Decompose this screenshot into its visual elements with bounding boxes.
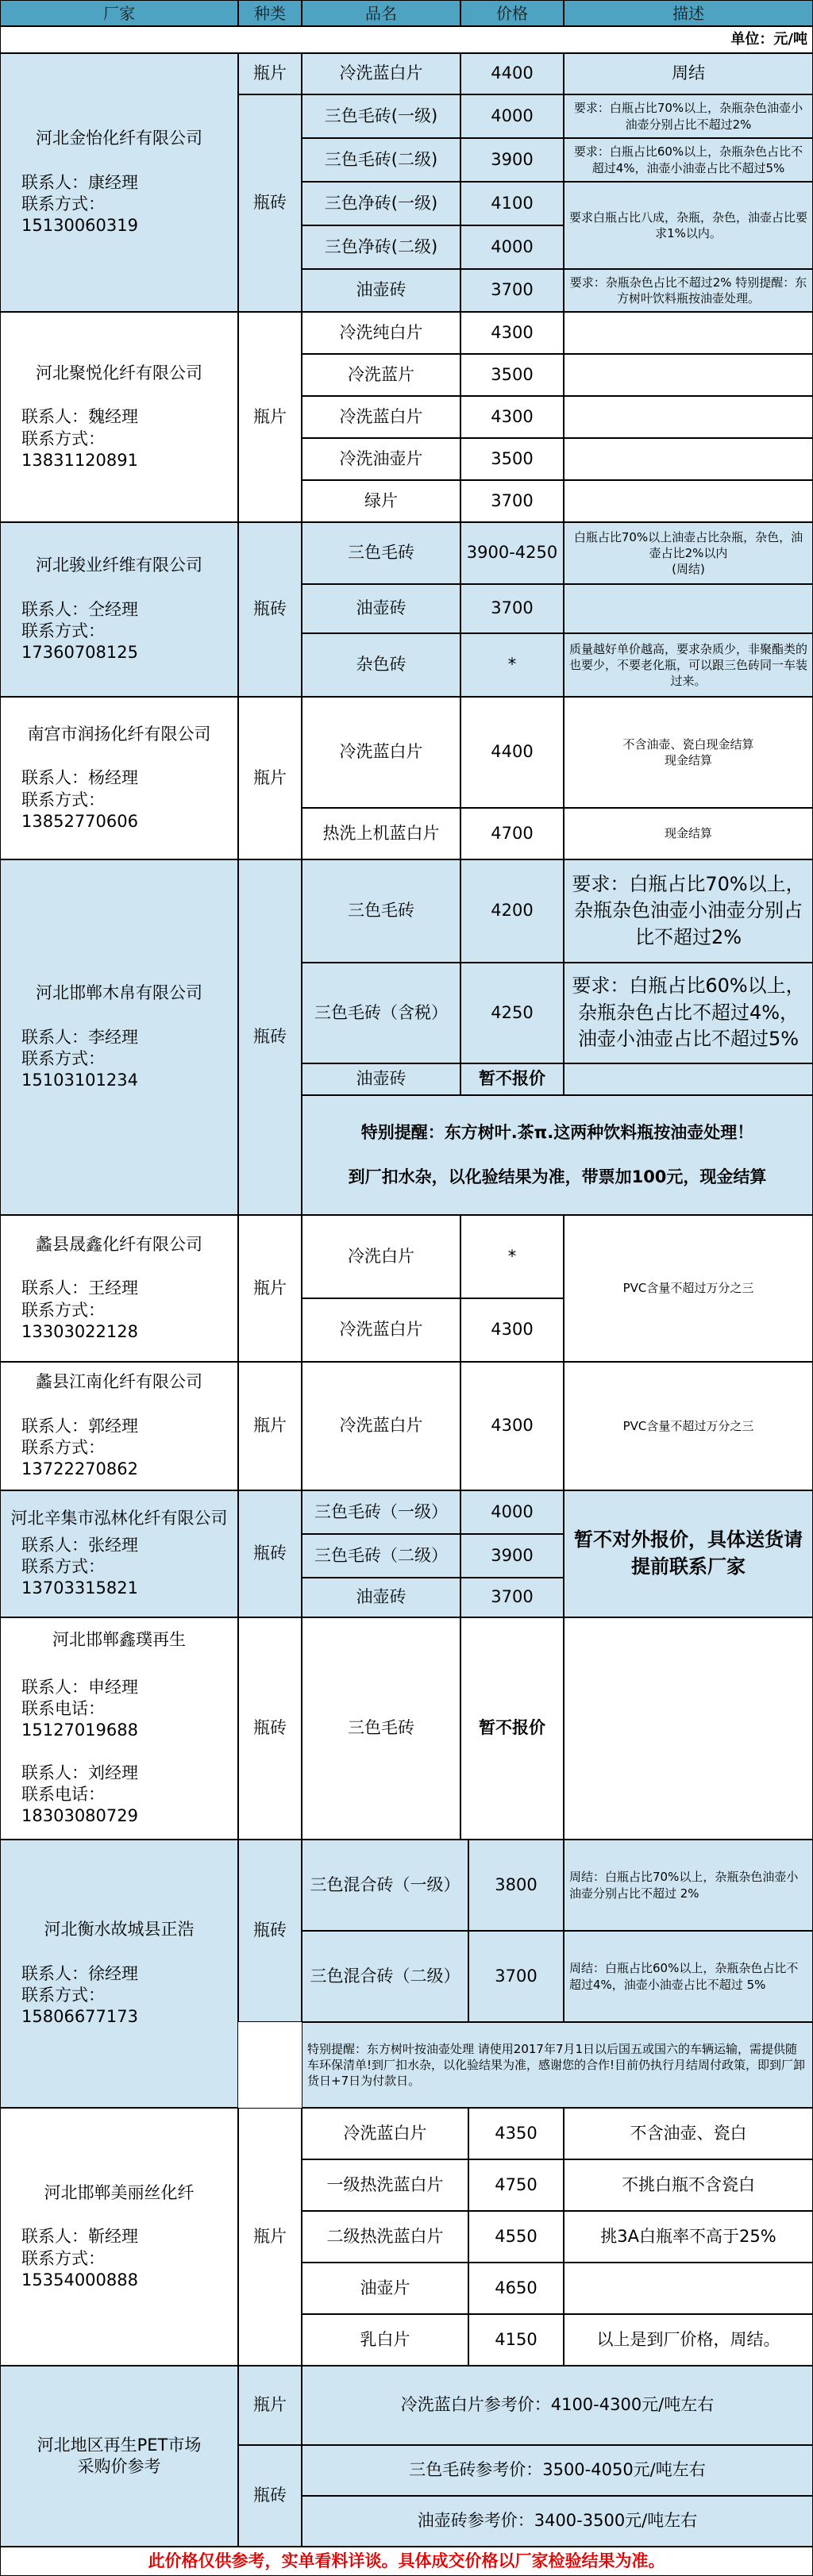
price-cell: 4250 bbox=[460, 963, 564, 1063]
company-block bbox=[0, 1840, 238, 2108]
company-phone: 联系方式：17360708125 bbox=[21, 621, 138, 663]
price-cell: 4000 bbox=[460, 94, 564, 138]
product-cell: 二级热洗蓝白片 bbox=[302, 2211, 468, 2263]
reference-title-line: 采购价参考 bbox=[77, 2457, 161, 2476]
price-cell: 暂不报价 bbox=[460, 1617, 564, 1840]
desc-cell: 周结：白瓶占比60%以上，杂瓶杂色占比不超过4%，油壶小油壶占比不超过 5% bbox=[564, 1931, 813, 2022]
product-cell: 冷洗蓝白片 bbox=[302, 1362, 460, 1490]
company-phone: 联系方式：15806677173 bbox=[21, 1986, 138, 2027]
product-cell: 杂色砖 bbox=[302, 633, 460, 697]
product-cell: 三色毛砖(一级) bbox=[302, 94, 460, 138]
price-cell: 4650 bbox=[468, 2263, 564, 2314]
kind-cell: 瓶砖 bbox=[238, 2445, 302, 2547]
price-cell: 3800 bbox=[468, 1840, 564, 1931]
company-contact: 联系人：魏经理 bbox=[21, 407, 139, 427]
company-name: 河北骏业纤维有限公司 bbox=[36, 556, 202, 575]
company-name: 河北金怡化纤有限公司 bbox=[36, 129, 202, 148]
company-contact: 联系人：徐经理 bbox=[21, 1963, 139, 1983]
company-block bbox=[0, 1215, 238, 1362]
desc-cell: 要求白瓶占比八成，杂瓶，杂色，油壶占比要求1%以内。 bbox=[564, 182, 813, 269]
product-cell: 三色毛砖（一级） bbox=[302, 1490, 460, 1534]
price-cell: 3900 bbox=[460, 1534, 564, 1578]
product-cell: 冷洗蓝白片 bbox=[302, 396, 460, 438]
reference-line: 三色毛砖参考价：3500-4050元/吨左右 bbox=[302, 2445, 813, 2496]
desc-cell bbox=[564, 1617, 813, 1840]
company-phone: 联系方式：15130060319 bbox=[21, 194, 138, 236]
company-name: 南宫市润扬化纤有限公司 bbox=[27, 724, 211, 744]
price-cell: 4300 bbox=[460, 1298, 564, 1362]
unit-label: 单位：元/吨 bbox=[0, 26, 813, 53]
company-name: 蠡县江南化纤有限公司 bbox=[36, 1372, 202, 1392]
footer-disclaimer: 此价格仅供参考，实单看料详谈。具体成交价格以厂家检验结果为准。 bbox=[0, 2547, 813, 2576]
company-block bbox=[0, 312, 238, 522]
company-phone: 联系方式：13831120891 bbox=[21, 429, 138, 470]
desc-text: 现金结算 bbox=[664, 753, 712, 767]
price-cell: * bbox=[460, 633, 564, 697]
product-cell: 冷洗纯白片 bbox=[302, 312, 460, 354]
product-cell: 油壶砖 bbox=[302, 584, 460, 633]
reference-title bbox=[0, 2366, 238, 2547]
product-cell: 热洗上机蓝白片 bbox=[302, 808, 460, 859]
kind-cell: 瓶片 bbox=[238, 2108, 302, 2366]
product-cell: 乳白片 bbox=[302, 2314, 468, 2366]
company-block bbox=[0, 1617, 238, 1840]
header-price: 价格 bbox=[460, 0, 564, 26]
product-cell: 冷洗白片 bbox=[302, 1215, 460, 1298]
company-name: 蠡县晟鑫化纤有限公司 bbox=[36, 1234, 202, 1254]
kind-cell: 瓶片 bbox=[238, 312, 302, 522]
company-phone: 联系方式：15354000888 bbox=[21, 2248, 138, 2290]
desc-cell: 不含油壶、瓷白 bbox=[564, 2108, 813, 2159]
desc-cell: 要求：杂瓶杂色占比不超过2% 特别提醒：东方树叶饮料瓶按油壶处理。 bbox=[564, 269, 813, 312]
notice-cell bbox=[302, 1095, 813, 1215]
company-name: 河北邯郸美丽丝化纤 bbox=[44, 2182, 195, 2202]
price-cell: 4300 bbox=[460, 312, 564, 354]
company-contact: 联系人：郭经理 bbox=[21, 1416, 139, 1436]
price-cell: 3500 bbox=[460, 438, 564, 480]
kind-cell: 瓶砖 bbox=[238, 859, 302, 1215]
product-cell: 三色净砖(一级) bbox=[302, 182, 460, 225]
company-name: 河北辛集市泓林化纤有限公司 bbox=[10, 1509, 228, 1528]
company-phone: 联系方式：13303022128 bbox=[21, 1300, 138, 1341]
product-cell: 三色毛砖 bbox=[302, 859, 460, 963]
reference-title-line: 河北地区再生PET市场 bbox=[37, 2435, 202, 2455]
reference-line: 油壶砖参考价：3400-3500元/吨左右 bbox=[302, 2496, 813, 2547]
product-cell: 三色毛砖（二级） bbox=[302, 1534, 460, 1578]
desc-cell bbox=[564, 312, 813, 354]
company-name: 河北衡水故城县正浩 bbox=[44, 1920, 195, 1940]
kind-cell: 瓶砖 bbox=[238, 1617, 302, 1840]
price-cell: 3700 bbox=[468, 1931, 564, 2022]
desc-text: (周结) bbox=[672, 562, 705, 577]
company-block bbox=[0, 53, 238, 312]
company-phone: 联系方式：13722270862 bbox=[21, 1438, 138, 1479]
kind-cell: 瓶砖 bbox=[238, 94, 302, 312]
desc-cell: 不挑白瓶不含瓷白 bbox=[564, 2159, 813, 2211]
company-contact-2: 联系人：刘经理 bbox=[21, 1763, 139, 1782]
product-cell: 三色毛砖(二级) bbox=[302, 138, 460, 182]
price-cell: 暂不报价 bbox=[460, 1063, 564, 1095]
product-cell: 冷洗蓝白片 bbox=[302, 2108, 468, 2159]
desc-cell: PVC含量不超过万分之三 bbox=[564, 1362, 813, 1490]
company-block bbox=[0, 859, 238, 1215]
product-cell: 冷洗蓝白片 bbox=[302, 697, 460, 808]
header-desc: 描述 bbox=[564, 0, 813, 26]
price-cell: 4100 bbox=[460, 182, 564, 225]
desc-cell: 周结：白瓶占比70%以上，杂瓶杂色油壶小油壶分别占比不超过 2% bbox=[564, 1840, 813, 1931]
product-cell: 油壶砖 bbox=[302, 1578, 460, 1617]
notice-cell: 特别提醒：东方树叶按油壶处理 请使用2017年7月1日以后国五或国六的车辆运输，需提供随车环保清单!到厂扣水杂，以化验结果为准，感谢您的合作!目前仍执行月结周付政策，即到厂卸货日+7日为付款日。 bbox=[302, 2022, 813, 2108]
price-cell: 3700 bbox=[460, 1578, 564, 1617]
product-cell: 冷洗蓝片 bbox=[302, 354, 460, 396]
price-cell: 4400 bbox=[460, 697, 564, 808]
desc-cell bbox=[564, 697, 813, 808]
company-block bbox=[0, 2108, 238, 2366]
company-contact: 联系人：李经理 bbox=[21, 1027, 139, 1047]
price-cell: 4700 bbox=[460, 808, 564, 859]
price-cell: 4550 bbox=[468, 2211, 564, 2263]
product-cell: 油壶砖 bbox=[302, 1063, 460, 1095]
price-cell: 4200 bbox=[460, 859, 564, 963]
company-block bbox=[0, 1490, 238, 1617]
notice-text: 到厂扣水杂，以化验结果为准，带票加100元，现金结算 bbox=[348, 1167, 767, 1186]
product-cell: 三色毛砖 bbox=[302, 1617, 460, 1840]
price-cell: 3500 bbox=[460, 354, 564, 396]
desc-cell bbox=[564, 354, 813, 396]
desc-cell: 要求：白瓶占比70%以上，杂瓶杂色油壶小油壶分别占比不超过2% bbox=[564, 94, 813, 138]
company-phone-2: 联系电话：18303080729 bbox=[21, 1784, 138, 1826]
desc-text: 白瓶占比70%以上油壶占比杂瓶，杂色，油壶占比2%以内 bbox=[573, 529, 803, 560]
price-cell: 4150 bbox=[468, 2314, 564, 2366]
product-cell: 冷洗油壶片 bbox=[302, 438, 460, 480]
product-cell: 三色混合砖（一级） bbox=[302, 1840, 468, 1931]
company-phone: 联系方式：13703315821 bbox=[21, 1557, 138, 1598]
company-phone: 联系电话：15127019688 bbox=[21, 1699, 138, 1740]
product-cell: 冷洗蓝白片 bbox=[302, 1298, 460, 1362]
price-cell: 3700 bbox=[460, 480, 564, 522]
product-cell: 三色毛砖（含税） bbox=[302, 963, 460, 1063]
kind-cell: 瓶片 bbox=[238, 1362, 302, 1490]
price-cell: 4000 bbox=[460, 225, 564, 269]
company-contact: 联系人：靳经理 bbox=[21, 2227, 139, 2247]
header-kind: 种类 bbox=[238, 0, 302, 26]
desc-cell: 现金结算 bbox=[564, 808, 813, 859]
desc-cell: 周结 bbox=[564, 53, 813, 94]
kind-cell: 瓶砖 bbox=[238, 1490, 302, 1617]
desc-cell: 要求：白瓶占比60%以上，杂瓶杂色占比不超过4%，油壶小油壶占比不超过5% bbox=[564, 963, 813, 1063]
price-cell: 4300 bbox=[460, 396, 564, 438]
kind-cell: 瓶片 bbox=[238, 1215, 302, 1362]
reference-line: 冷洗蓝白片参考价：4100-4300元/吨左右 bbox=[302, 2366, 813, 2445]
kind-cell: 瓶片 bbox=[238, 2366, 302, 2445]
company-contact: 联系人：王经理 bbox=[21, 1278, 139, 1298]
company-block bbox=[0, 697, 238, 859]
company-block bbox=[0, 1362, 238, 1490]
desc-cell: 要求：白瓶占比60%以上，杂瓶杂色占比不超过4%，油壶小油壶占比不超过5% bbox=[564, 138, 813, 182]
product-cell: 油壶砖 bbox=[302, 269, 460, 312]
price-cell: 3900 bbox=[460, 138, 564, 182]
product-cell: 三色净砖(二级) bbox=[302, 225, 460, 269]
desc-cell bbox=[564, 438, 813, 480]
company-phone: 联系方式：15103101234 bbox=[21, 1049, 138, 1090]
product-cell: 三色混合砖（二级） bbox=[302, 1931, 468, 2022]
company-contact: 联系人：仝经理 bbox=[21, 599, 139, 619]
company-contact: 联系人：杨经理 bbox=[21, 768, 139, 788]
company-phone: 联系方式：13852770606 bbox=[21, 790, 138, 831]
desc-cell: PVC含量不超过万分之三 bbox=[564, 1215, 813, 1362]
desc-cell bbox=[564, 480, 813, 522]
desc-cell: 挑3A白瓶率不高于25% bbox=[564, 2211, 813, 2263]
desc-cell bbox=[564, 1063, 813, 1095]
kind-cell: 瓶片 bbox=[238, 697, 302, 859]
price-cell: 4400 bbox=[460, 53, 564, 94]
desc-cell bbox=[564, 584, 813, 633]
desc-cell: 以上是到厂价格，周结。 bbox=[564, 2314, 813, 2366]
price-cell: * bbox=[460, 1215, 564, 1298]
desc-cell: 要求：白瓶占比70%以上，杂瓶杂色油壶小油壶分别占比不超过2% bbox=[564, 859, 813, 963]
desc-cell: 质量越好单价越高，要求杂质少，非聚酯类的也要少，不要老化瓶，可以跟三色砖同一车装过来。 bbox=[564, 633, 813, 697]
price-cell: 4750 bbox=[468, 2159, 564, 2211]
desc-text: 不含油壶、瓷白现金结算 bbox=[622, 736, 754, 752]
kind-cell: 瓶砖 bbox=[238, 1840, 302, 2022]
header-product: 品名 bbox=[302, 0, 460, 26]
product-cell: 冷洗蓝白片 bbox=[302, 53, 460, 94]
price-cell: 4000 bbox=[460, 1490, 564, 1534]
desc-cell bbox=[564, 2263, 813, 2314]
company-contact: 联系人：康经理 bbox=[21, 172, 139, 192]
company-name: 河北聚悦化纤有限公司 bbox=[36, 363, 202, 383]
header-company: 厂家 bbox=[0, 0, 238, 26]
company-block bbox=[0, 522, 238, 697]
desc-cell: 暂不对外报价，具体送货请提前联系厂家 bbox=[564, 1490, 813, 1617]
price-cell: 4350 bbox=[468, 2108, 564, 2159]
product-cell: 绿片 bbox=[302, 480, 460, 522]
company-contact: 联系人：申经理 bbox=[21, 1677, 139, 1697]
product-cell: 油壶片 bbox=[302, 2263, 468, 2314]
company-contact: 联系人：张经理 bbox=[21, 1535, 139, 1555]
company-name: 河北邯郸鑫璞再生 bbox=[52, 1630, 186, 1650]
desc-cell bbox=[564, 396, 813, 438]
notice-text: 特别提醒：东方树叶.茶π.这两种饮料瓶按油壶处理！ bbox=[360, 1123, 754, 1143]
kind-cell: 瓶片 bbox=[238, 53, 302, 94]
product-cell: 三色毛砖 bbox=[302, 522, 460, 584]
kind-cell: 瓶砖 bbox=[238, 522, 302, 697]
product-cell: 一级热洗蓝白片 bbox=[302, 2159, 468, 2211]
price-cell: 3700 bbox=[460, 584, 564, 633]
desc-cell bbox=[564, 522, 813, 584]
company-name: 河北邯郸木帛有限公司 bbox=[36, 983, 202, 1003]
price-cell: 3700 bbox=[460, 269, 564, 312]
price-cell: 3900-4250 bbox=[460, 522, 564, 584]
price-cell: 4300 bbox=[460, 1362, 564, 1490]
